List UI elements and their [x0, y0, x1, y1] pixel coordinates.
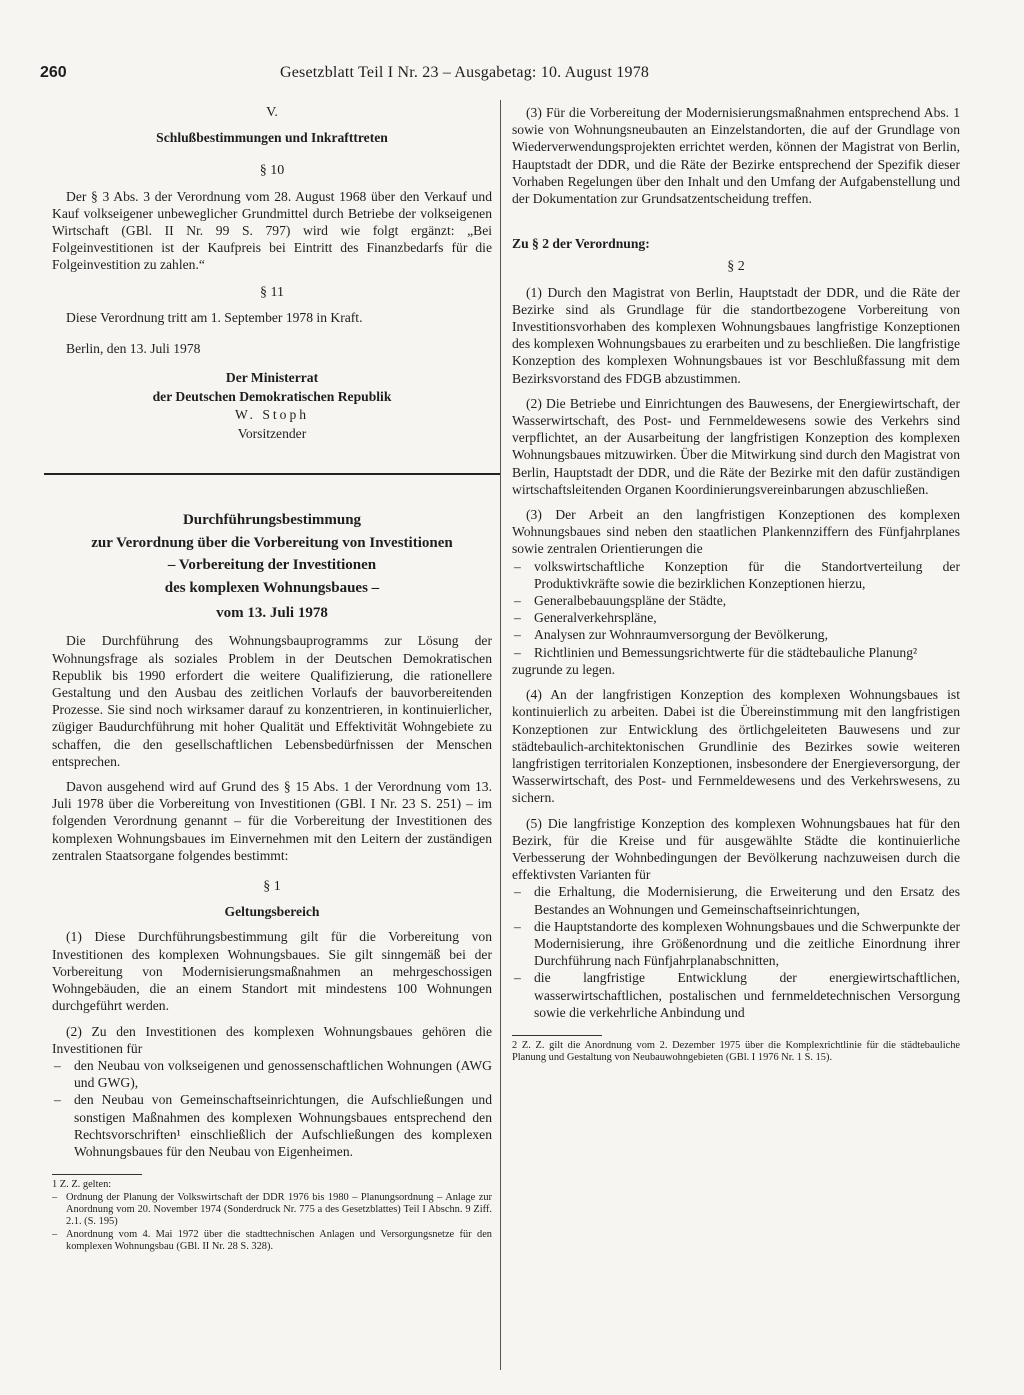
list-item: – Generalverkehrspläne,	[512, 609, 960, 626]
paragraph-10-sign: § 10	[259, 163, 285, 179]
document-date: vom 13. Juli 1978	[216, 605, 328, 622]
section-number: V.	[266, 105, 278, 120]
footnote-rule	[52, 1174, 142, 1175]
signature-role: Vorsitzender	[237, 425, 307, 441]
signature-org-line-2: der Deutschen Demokratischen Republik	[152, 388, 392, 404]
document-title-line-3: – Vorbereitung der Investitionen	[167, 557, 377, 574]
section-2-para-5-list	[512, 883, 960, 1021]
list-item: – die Hauptstandorte des komplexen Wohnungsbaues und die Schwerpunkte der Modernisierung, ihre Größenordnung und die zeitliche Einordnung ihrer Durchführung nach Fünfjahrplanabschnitten,	[512, 918, 960, 970]
section-title: Schlußbestimmungen und Inkrafttreten	[156, 130, 388, 146]
right-column	[512, 104, 960, 1065]
list-item: – Generalbebauungspläne der Städte,	[512, 592, 960, 609]
section-2-heading: Zu § 2 der Verordnung:	[512, 236, 650, 252]
paragraph-10-text: Der § 3 Abs. 3 der Verordnung vom 28. August 1968 über den Verkauf und Kauf volkseigener unbeweglicher Grundmittel durch Betriebe der volkseigenen Wirtschaft (GBl. II Nr. 99 S. 797) wird wie folgt ergänzt: „Bei Folgeinvestitionen ist der Kaufpreis bei Eintritt des Finanzbedarfs für die Folgeinvestition zu zahlen.“	[52, 188, 492, 273]
list-item: – die langfristige Entwicklung der energiewirtschaftlichen, wasserwirtschaftlichen, postalischen und fernmeldetechnischen Versorgung sowie die verkehrliche Anbindung und	[512, 969, 960, 1021]
paragraph-11-sign: § 11	[260, 284, 284, 300]
list-item: – Analysen zur Wohnraumversorgung der Bevölkerung,	[512, 626, 960, 643]
column-divider	[500, 100, 501, 1370]
place-date: Berlin, den 13. Juli 1978	[66, 341, 201, 357]
page-number: 260	[40, 64, 67, 81]
list-item: – volkswirtschaftliche Konzeption für die Standortverteilung der Produktivkräfte sowie die bezirklichen Konzeptionen hierzu,	[512, 558, 960, 592]
section-2-para-3-list	[512, 558, 960, 661]
section-2-para-4: (4) An der langfristigen Konzeption des komplexen Wohnungsbaues ist kontinuierlich zu arbeiten. Dabei ist die Übereinstimmung mit den langfristigen Konzeptionen zur Entwicklung des örtlichgeleiteten Bauwesens und zur städtebaulich-architektonischen Grundlinie des Bezirkes sowie weiteren langfristigen territorialen Konzeptionen, insbesondere der Energieversorgung, der Wasserwirtschaft, des Post- und Fernmeldewesens und des Verkehrswesens, zu sichern.	[512, 687, 960, 806]
paragraph-11-text: Diese Verordnung tritt am 1. September 1978 in Kraft.	[66, 309, 363, 325]
footnote-item: – Ordnung der Planung der Volkswirtschaft der DDR 1976 bis 1980 – Planungsordnung – Anlage zur Anordnung vom 20. November 1974 (Sonderdruck Nr. 775 a des Gesetzblattes) Teil I Abschn. 9 Ziff. 2.1. (S. 195)	[52, 1192, 492, 1229]
section-1-list	[52, 1057, 492, 1160]
footnote-item: – Anordnung vom 4. Mai 1972 über die stadttechnischen Anlagen und Versorgungsnetze für den komplexen Wohnungsbau (GBl. II Nr. 28 S. 328).	[52, 1229, 492, 1254]
section-2-para-3: (3) Der Arbeit an den langfristigen Konzeptionen des komplexen Wohnungsbaues sind neben den staatlichen Plankennziffern des Fünfjahrplanes sowie zentralen Orientierungen die	[512, 507, 960, 557]
signature-name: W. Stoph	[234, 407, 310, 423]
document-title	[52, 509, 492, 599]
intro-paragraph-2: Davon ausgehend wird auf Grund des § 15 Abs. 1 der Verordnung vom 13. Juli 1978 über die Vorbereitung von Investitionen (GBl. I Nr. 23 S. 251) – im folgenden Verordnung genannt – für die Vorbereitung der Investitionen des komplexen Wohnungsbaues im Einvernehmen mit den Leitern der zuständigen zentralen Staatsorgane folgendes bestimmt:	[52, 779, 492, 863]
section-2-para-2: (2) Die Betriebe und Einrichtungen des Bauwesens, der Energiewirtschaft, der Wasserwirtschaft, des Post- und Fernmeldewesens sowie des Verkehrs sind verpflichtet, an der Ausarbeitung der langfristigen Konzeption des komplexen Wohnungsbaues mitzuwirken. Über die Mitwirkung sind durch den Magistrat von Berlin, Hauptstadt der DDR, und die Räte der Bezirke mit den dafür zuständigen wirtschaftsleitenden Organen Koordinierungsvereinbarungen abzuschließen.	[512, 395, 960, 497]
intro-paragraph-1: Die Durchführung des Wohnungsbauprogramms zur Lösung der Wohnungsfrage als soziales Problem in der Deutschen Demokratischen Republik bis 1990 erfordert die weitere Qualifizierung, die rationellere Gestaltung und den Ausbau des zeitlichen Vorlaufs der bauvorbereitenden Prozesse. Sie sind noch wirksamer darauf zu konzentrieren, in kontinuierlicher, zügiger Baudurchführung mit hoher Qualität und Effektivität Wohngebiete zu schaffen, die den gesellschaftlichen Lebensbedürfnissen der Menschen entsprechen.	[52, 633, 492, 769]
page-header	[40, 64, 770, 90]
list-item: – Richtlinien und Bemessungsrichtwerte für die städtebauliche Planung²	[512, 644, 960, 661]
section-2-sign: § 2	[727, 259, 745, 275]
footnote-1-heading: 1 Z. Z. gelten:	[52, 1179, 112, 1191]
separator-rule	[44, 473, 500, 475]
document-title-line-1: Durchführungsbestimmung	[182, 512, 362, 529]
section-1-para-1: (1) Diese Durchführungsbestimmung gilt für die Vorbereitung von Investitionen des komplexen Wohnungsbaues. Sie gilt sinngemäß bei der Vorbereitung von Modernisierungsmaßnahmen an mehrgeschossigen Wohngebäuden, die an einem Standort mit mindestens 100 Wohnungen durchgeführt werden.	[52, 929, 492, 1014]
signature-org-line-1: Der Ministerrat	[225, 370, 319, 386]
signature-block	[52, 369, 492, 443]
running-head: Gesetzblatt Teil I Nr. 23 – Ausgabetag: 10. August 1978	[280, 64, 650, 81]
left-column	[52, 104, 492, 1254]
document-title-line-4: des komplexen Wohnungsbaues –	[164, 579, 380, 596]
list-item: – die Erhaltung, die Modernisierung, die Erweiterung und den Ersatz des Bestandes an Wohnungen und Gemeinschaftseinrichtungen,	[512, 883, 960, 917]
section-1-para-3: (3) Für die Vorbereitung der Modernisierungsmaßnahmen entsprechend Abs. 1 sowie von Wohnungsneubauten an Einzelstandorten, die auf der Grundlage von Wiederverwendungsprojekten errichtet werden, können der Magistrat von Berlin, Hauptstadt der DDR, und die Räte der Bezirke entsprechend der Spezifik dieser Vorhaben Regelungen über den Inhalt und den Umfang der Aufgabenstellung und der Dokumentation zur Grundsatzentscheidung treffen.	[512, 105, 960, 207]
section-2-para-5: (5) Die langfristige Konzeption des komplexen Wohnungsbaues hat für den Bezirk, für die Kreise und für ausgewählte Städte die kontinuierliche Verbesserung der Wohnbedingungen der Bevölkerung nachzuweisen durch die effektivsten Varianten für	[512, 815, 960, 883]
footnote-2: 2 Z. Z. gilt die Anordnung vom 2. Dezember 1975 über die Komplexrichtlinie für die städtebauliche Planung und Gestaltung von Neubauwohngebieten (GBl. I 1976 Nr. 1 S. 15).	[512, 1039, 960, 1064]
footnote-rule	[512, 1035, 602, 1036]
list-item: – den Neubau von Gemeinschaftseinrichtungen, die Aufschließungen und sonstigen Maßnahmen des komplexen Wohnungsbaues entsprechend den Rechtsvorschriften¹ einschließlich der Aufschließungen des komplexen Wohnungsbaues für den Neubau von Eigenheimen.	[52, 1091, 492, 1160]
list-item: – den Neubau von volkseigenen und genossenschaftlichen Wohnungen (AWG und GWG),	[52, 1057, 492, 1091]
section-1-sign: § 1	[263, 879, 281, 895]
section-2-para-1: (1) Durch den Magistrat von Berlin, Hauptstadt der DDR, und die Räte der Bezirke sind als Grundlage für die standortbezogene Vorbereitung von Investitionsvorhaben des komplexen Wohnungsbaues langfristige Konzeptionen des komplexen Wohnungsbaues zu erarbeiten und zu beschließen. Die langfristige Konzeption des komplexen Wohnungsbaues ist vor Beschlußfassung mit dem Bezirksvorstand des FDGB abzustimmen.	[512, 284, 960, 386]
section-1-title: Geltungsbereich	[224, 904, 320, 920]
section-2-para-3-end: zugrunde zu legen.	[512, 661, 616, 677]
document-title-line-2: zur Verordnung über die Vorbereitung von Investitionen	[91, 534, 453, 551]
section-1-para-2: (2) Zu den Investitionen des komplexen Wohnungsbaues gehören die Investitionen für	[52, 1023, 492, 1056]
footnotes	[52, 1179, 492, 1253]
